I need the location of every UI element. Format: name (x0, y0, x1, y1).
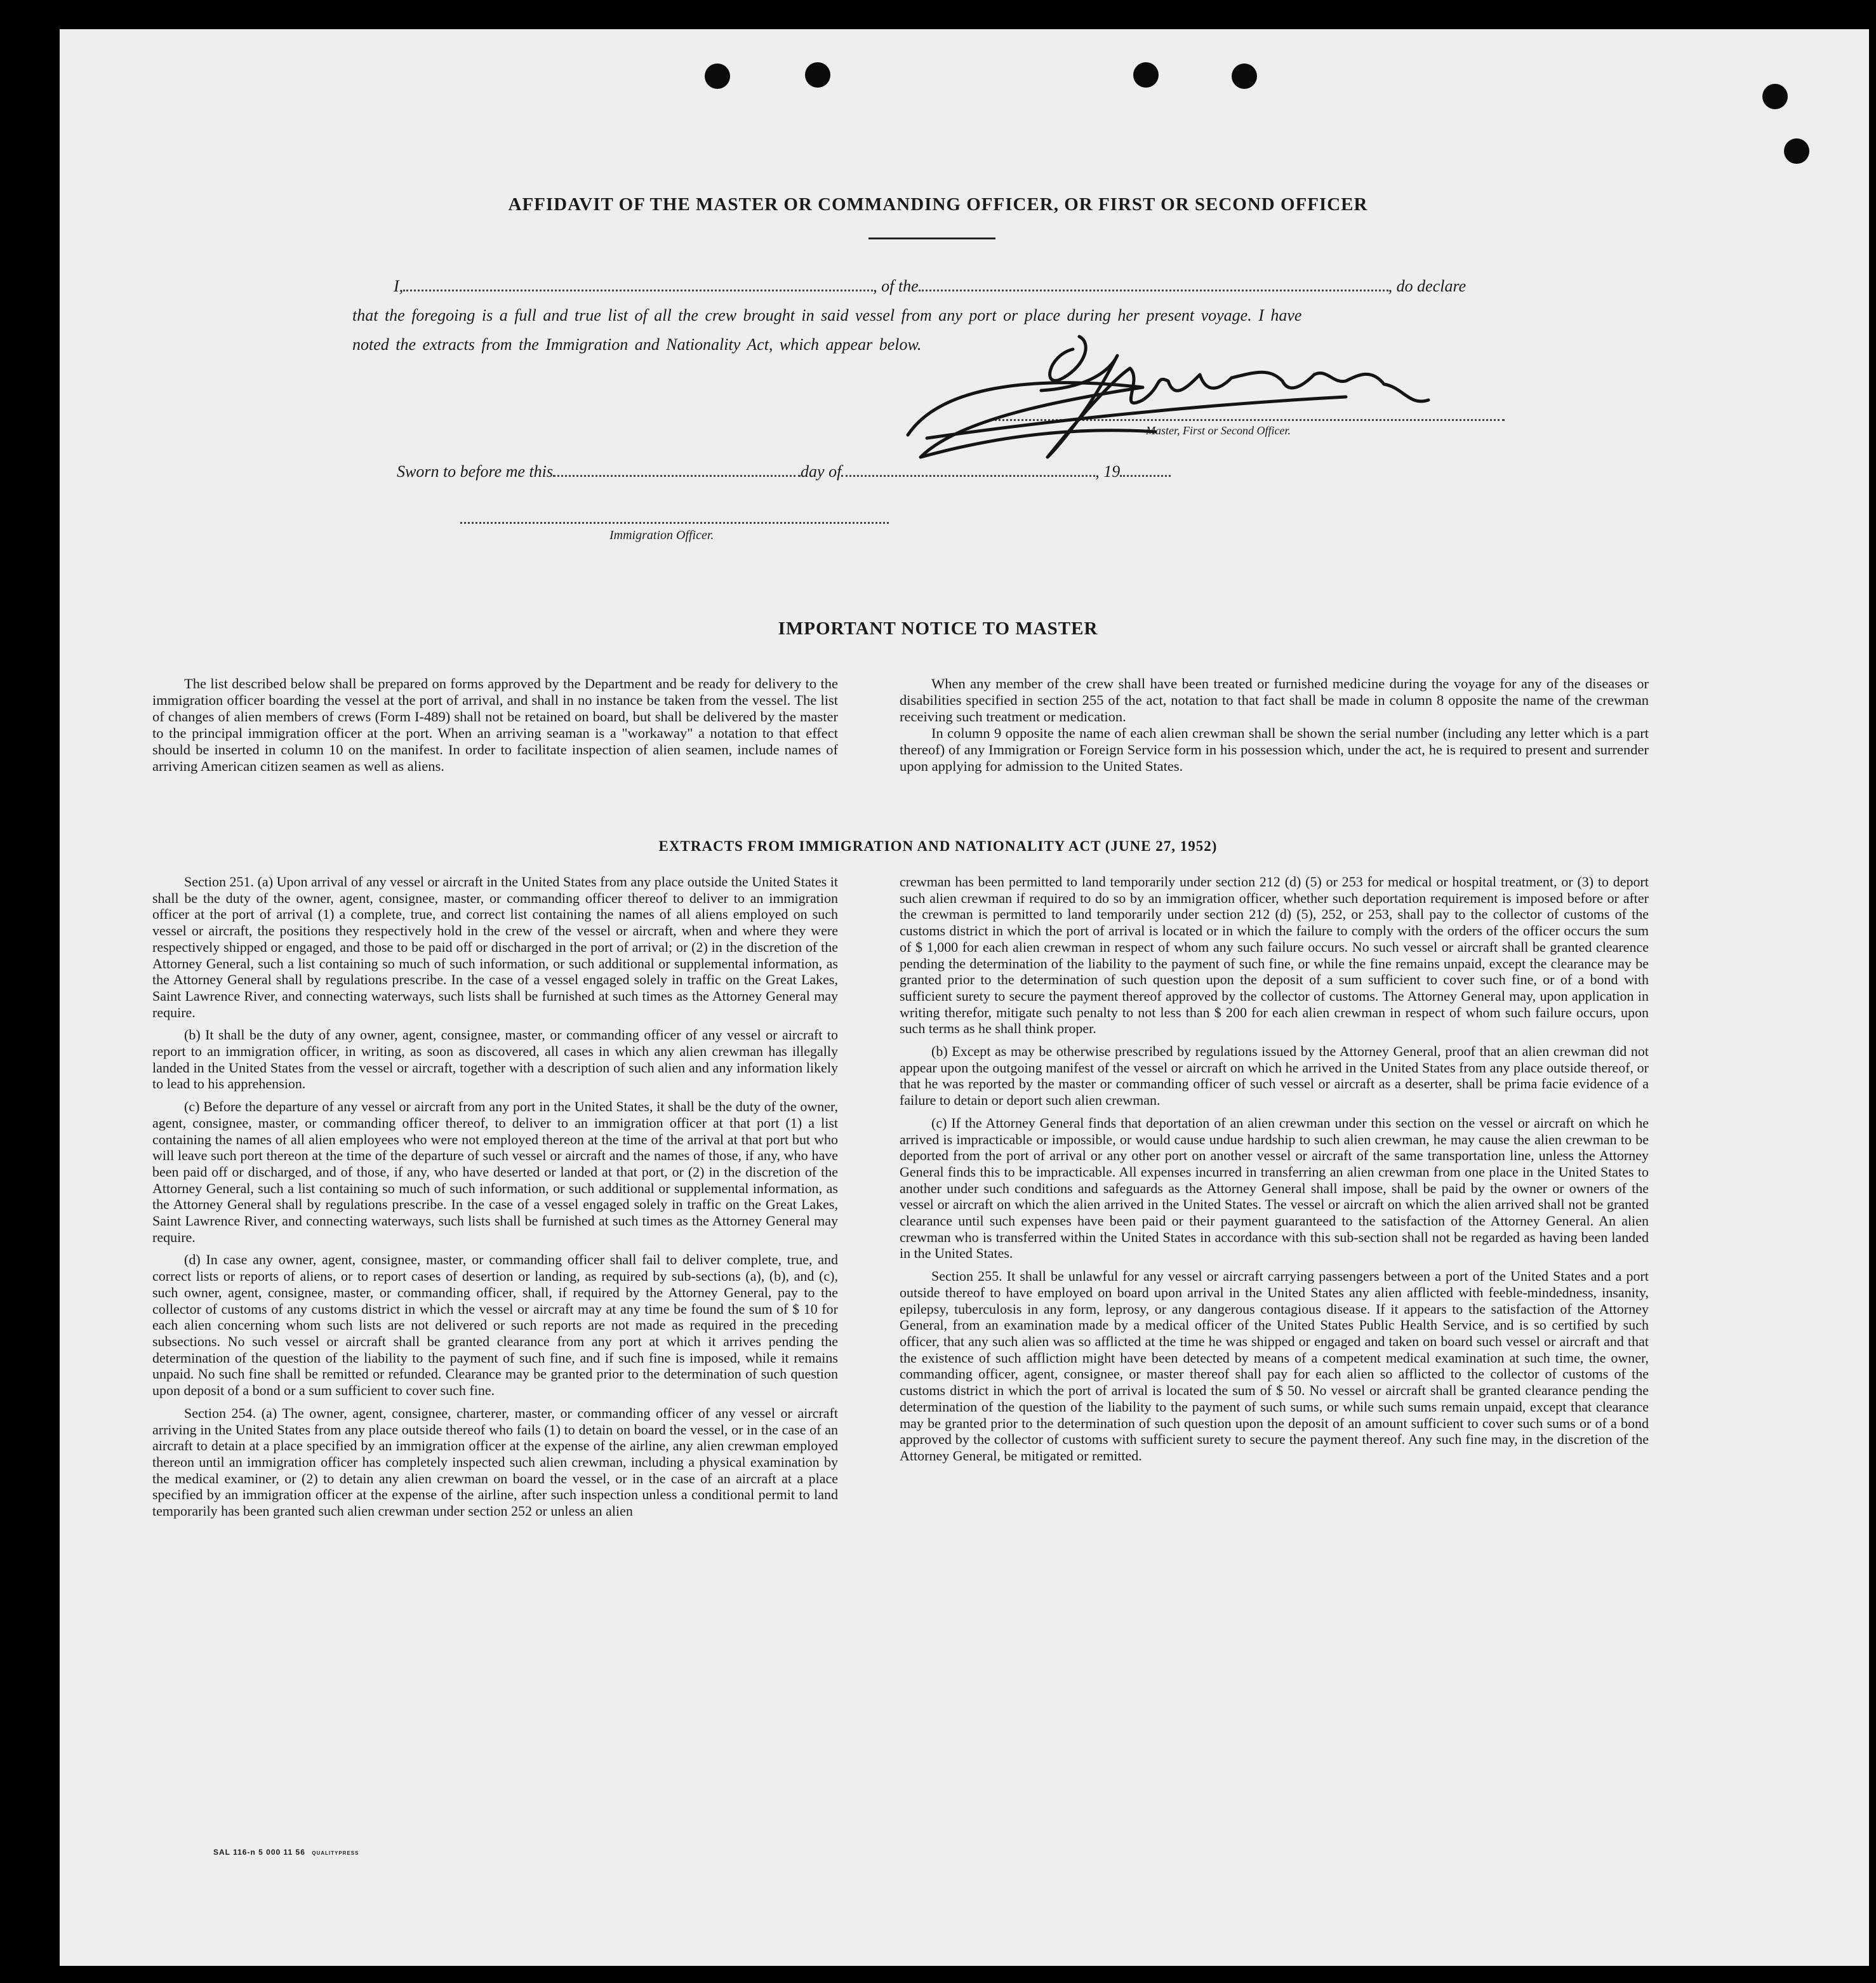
declarant-label: I, (394, 277, 404, 295)
declare-label: , do declare (1388, 277, 1467, 295)
notice-right-column (900, 676, 1649, 775)
vessel-label: , of the (873, 277, 919, 295)
punch-hole (805, 62, 830, 88)
signature-role: Master, First or Second Officer. (1146, 424, 1291, 437)
extract-paragraph: (c) Before the departure of any vessel or aircraft from any port in the United States, it shall be the duty of the owner, agent, consignee, master, or commanding officer thereof, to deliver to an immigration officer at that port (1) a list containing the names of all alien employees who were not employed thereon at the time of the arrival at that port but who will leave such port thereon at the time of the departure of such vessel or aircraft and the names of those, if any, who have been paid off or discharged, and of those, if any, who have deserted or landed at that port, or (2) in the discretion of the Attorney General, such a list containing so much of such information, or such additional or supplemental information, as the Attorney General shall by regulations prescribe. In the case of a vessel engaged solely in traffic on the Great Lakes, Saint Lawrence River, and connecting waterways, such lists shall be furnished at such times as the Attorney General may require. (152, 1098, 838, 1245)
affidavit-line-1 (394, 277, 1466, 296)
sworn-day-field[interactable] (553, 475, 801, 477)
extracts-title: EXTRACTS FROM IMMIGRATION AND NATIONALITY ACT (JUNE 27, 1952) (658, 838, 1218, 854)
affidavit-line-2: that the foregoing is a full and true list of all the crew brought in said vessel from any port or place during her present voyage. I have (352, 306, 1302, 324)
punch-hole (1133, 62, 1159, 88)
year-label: , 19 (1095, 462, 1121, 481)
immigration-officer-line[interactable] (460, 522, 889, 524)
vessel-name-field[interactable] (919, 290, 1388, 291)
notice-left-column (152, 676, 838, 775)
immigration-officer-label: Immigration Officer. (609, 528, 714, 542)
sworn-month-field[interactable] (841, 475, 1095, 477)
form-code (213, 1848, 359, 1857)
punch-hole (1232, 63, 1257, 89)
form-code-text: SAL 116-n 5 000 11 56 (213, 1848, 305, 1857)
notice-title: IMPORTANT NOTICE TO MASTER (778, 618, 1098, 639)
affidavit-line-3: noted the extracts from the Immigration and Nationality Act, which appear below. (352, 335, 922, 354)
notice-left-text: The list described below shall be prepared on forms approved by the Department and be ready for delivery to the immigration officer boarding the vessel at the port of arrival, and shall in no instance be taken from the vessel. The list of changes of alien members of crews (Form I-489) shall not be retained on board, but shall be delivered by the master to the principal immigration officer at the port. When an arriving seaman is a "workaway" a notation to that effect should be inserted in column 10 on the manifest. In order to facilitate inspection of alien seamen, include names of arriving American citizen seamen as well as aliens. (152, 676, 838, 774)
punch-hole (1784, 138, 1809, 164)
title-rule (868, 237, 995, 239)
extract-paragraph: (d) In case any owner, agent, consignee, master, or commanding officer shall fail to deliver complete, true, and correct lists or reports of aliens, or to report cases of desertion or landing, as required by sub-sections (a), (b), and (c), such owner, agent, consignee, master, or commanding officer, shall, if required by the Attorney General, pay to the collector of customs of any customs district in which the vessel or aircraft may at any time be found the sum of $ 10 for each alien concerning whom such lists are not delivered or such reports are not made as required in the preceding subsections. No such vessel or aircraft shall be granted clearance from any port at which it arrives pending the determination of the question of the liability to the payment of such fine, and if such fine is imposed, while it remains unpaid. No such fine shall be remitted or refunded. Clearance may be granted prior to the determination of such question upon deposit of a bond or a sum sufficient to cover such fine. (152, 1252, 838, 1399)
extracts-left-column (152, 874, 838, 1526)
extract-paragraph: Section 255. It shall be unlawful for any vessel or aircraft carrying passengers between a port of the United States and a port outside thereof to have employed on board upon arrival in the United States any alien afflicted with feeble-mindedness, insanity, epilepsy, tuberculosis in any form, leprosy, or any dangerous contagious disease. If it appears to the satisfaction of the Attorney General, from an examination made by a medical officer of the United States Public Health Service, and is so certified by such officer, that any such alien was so afflicted at the time he was shipped or engaged and taken on board such vessel or aircraft and that the existence of such affliction might have been detected by means of a competent medical examination at such time, the owner, commanding officer, agent, consignee, or master thereof shall pay for each alien so afflicted to the collector of customs of the customs district in which the port of arrival is located the sum of $ 50. No vessel or aircraft shall be granted clearance pending the determination of the question of the liability to the payment of such sums, or while such sums remain unpaid, except that clearance may be granted prior to the determination of such question upon the deposit of an amount sufficient to cover such sums or of a bond approved by the collector of customs with sufficient surety to secure the payment thereof. Any such fine may, in the discretion of the Attorney General, be mitigated or remitted. (900, 1268, 1649, 1464)
extract-paragraph: crewman has been permitted to land temporarily under section 212 (d) (5) or 253 for medical or hospital treatment, or (3) to deport such alien crewman if required to do so by an immigration officer, whether such deportation requirement is imposed before or after the crewman is permitted to land temporarily under section 212 (d) (5), 252, or 253, shall pay to the collector of customs of the customs district in which the port of arrival is located or in which the failure to comply with the orders of the officer occurs the sum of $ 1,000 for each alien crewman in respect of whom any such failure occurs. No such vessel or aircraft shall be granted clearence pending the determination of the liability to the payment of such fine, or while the fine remains unpaid, except the clearance may be granted prior to the determination of such question upon the deposit of a sum sufficient to cover such fine, or of a bond with sufficient surety to secure the payment thereof approved by the collector of customs. The Attorney General may, upon application in writing therefor, mitigate such penalty to not less than $ 200 for each alien crewman in respect of whom such failure occurs, upon such terms as he shall think proper. (900, 874, 1649, 1037)
extract-paragraph: Section 251. (a) Upon arrival of any vessel or aircraft in the United States from any place outside the United States it shall be the duty of the owner, agent, consignee, master, or commanding officer thereof to deliver to an immigration officer at the port of arrival (1) a complete, true, and correct list containing the names of all aliens employed on such vessel or aircraft, the positions they respectively hold in the crew of the vessel or aircraft, when and where they were respectively shipped or engaged, and those to be paid off or discharged in the port of arrival; or (2) in the discretion of the Attorney General, such a list containing so much of such information, or such additional or supplemental information, as the Attorney General shall by regulations prescribe. In the case of a vessel engaged solely in traffic on the Great Lakes, Saint Lawrence River, and connecting waterways, such lists shall be furnished at such times as the Attorney General may require. (152, 874, 838, 1020)
extract-paragraph: (b) It shall be the duty of any owner, agent, consignee, master, or commanding officer of any vessel or aircraft to report to an immigration officer, in writing, as soon as discovered, all cases in which any alien crewman has illegally landed in the United States from the vessel or aircraft, together with a description of such alien and any information likely to lead to his apprehension. (152, 1027, 838, 1092)
declarant-name-field[interactable] (403, 290, 873, 291)
punch-hole (1762, 84, 1788, 109)
printer-text: QUALITYPRESS (312, 1850, 359, 1856)
notice-right-text-2: In column 9 opposite the name of each alien crewman shall be shown the serial number (including any letter which is a part thereof) of any Immigration or Foreign Service form in his possession which, under the act, he is required to present and surrender upon applying for admission to the United States. (900, 725, 1649, 774)
sworn-label: Sworn to before me this (397, 462, 554, 481)
day-of-label: day of (801, 462, 842, 481)
extract-paragraph: Section 254. (a) The owner, agent, consignee, charterer, master, or commanding officer of any vessel or aircraft arriving in the United States from any place outside thereof who fails (1) to detain on board the vessel, or in the case of an aircraft to detain at a place specified by an immigration officer at the expense of the airline, any alien crewman employed thereon until an immigration officer has completely inspected such alien crewman, including a physical examination by the medical examiner, or (2) to detain any alien crewman on board the vessel, or in the case of an aircraft at a place specified by an immigration officer at the expense of the airline, after such inspection unless a conditional permit to land temporarily has been granted such alien crewman under section 252 or unless an alien (152, 1405, 838, 1519)
sworn-year-field[interactable] (1120, 475, 1171, 477)
notice-right-text-1: When any member of the crew shall have been treated or furnished medicine during the voyage for any of the diseases or disabilities specified in section 255 of the act, notation to that fact shall be made in column 8 opposite the name of the crewman receiving such treatment or medication. (900, 676, 1649, 724)
extract-paragraph: (c) If the Attorney General finds that deportation of an alien crewman under this section on the vessel or aircraft on which he arrived is impracticable or impossible, or would cause undue hardship to such alien crewman, he may cause the alien crewman to be deported from the port of arrival or any other port on another vessel or aircraft of the same transportation line, unless the Attorney General finds this to be impracticable. All expenses incurred in transferring an alien crewman from one place in the United States to another under such conditions and safeguards as the Attorney General shall impose, shall be paid by the owner or owners of the vessel or aircraft on which the alien arrived in the United States. The vessel or aircraft on which the alien arrived shall not be granted clearance until such expenses have been paid or their payment guaranteed to the satisfaction of the Attorney General. An alien crewman who is transferred within the United States in accordance with this sub-section shall not be regarded as having been landed in the United States. (900, 1114, 1649, 1262)
extract-paragraph: (b) Except as may be otherwise prescribed by regulations issued by the Attorney General, proof that an alien crewman did not appear upon the outgoing manifest of the vessel or aircraft on which he arrived in the United States from any place outside thereof, or that he was reported by the master or commanding officer of such vessel or aircraft as a deserter, shall be prima facie evidence of a failure to detain or deport such alien crewman. (900, 1043, 1649, 1109)
affidavit-title: AFFIDAVIT OF THE MASTER OR COMMANDING OFFICER, OR FIRST OR SECOND OFFICER (508, 194, 1368, 215)
punch-hole (705, 63, 730, 89)
sworn-line (397, 462, 1171, 481)
master-signature (901, 330, 1460, 476)
extracts-right-column (900, 874, 1649, 1471)
